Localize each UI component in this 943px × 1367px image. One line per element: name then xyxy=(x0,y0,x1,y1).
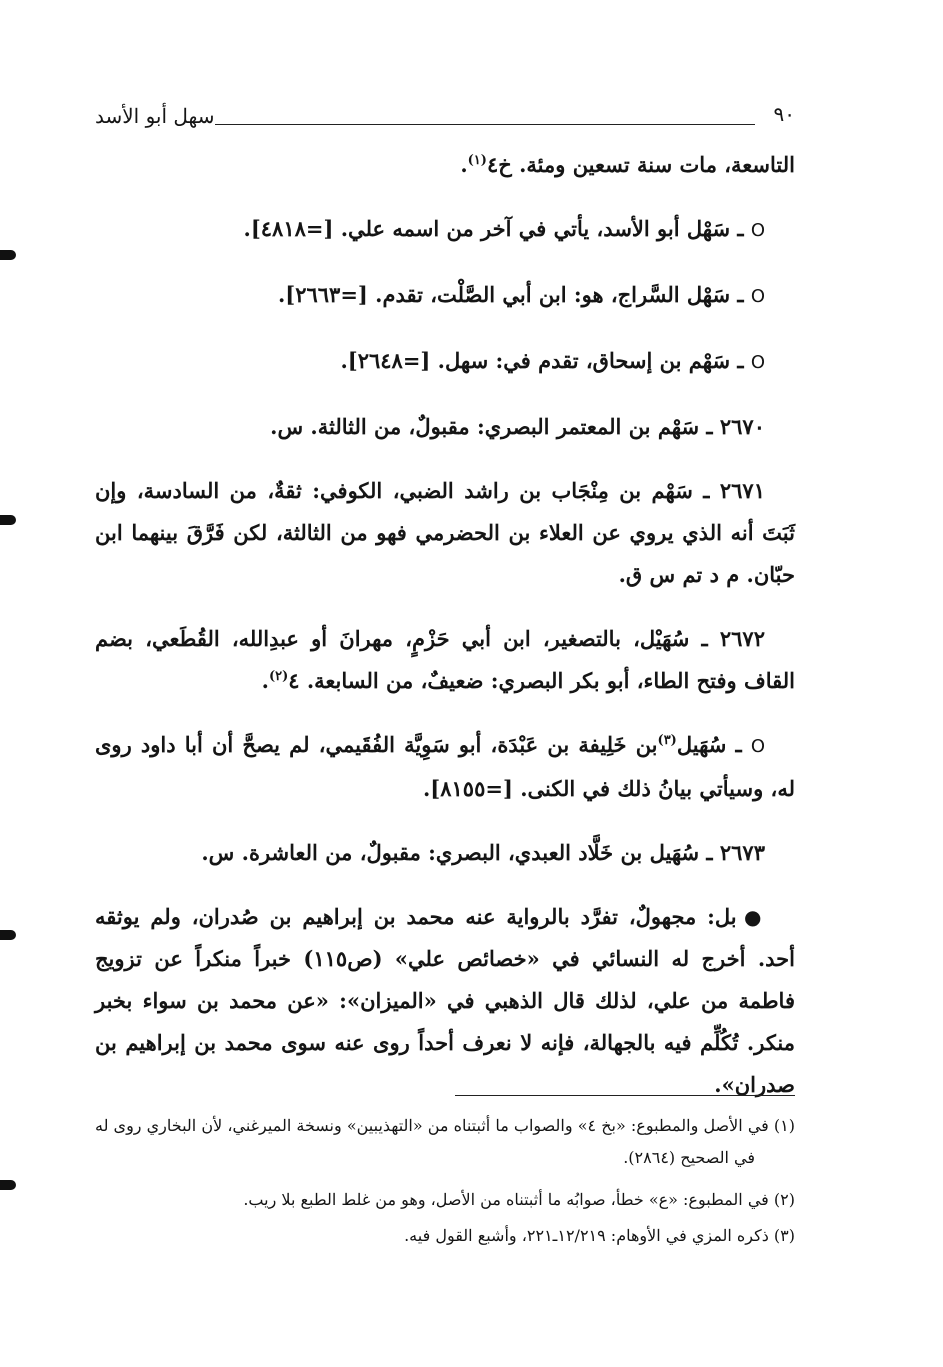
footnote-ref: (٣) xyxy=(657,733,677,748)
header-rule xyxy=(215,124,755,125)
page-number: ٩٠ xyxy=(773,102,795,126)
body-text xyxy=(95,144,795,1128)
footnote-ref: (١) xyxy=(467,153,487,168)
footnote-ref: (٢) xyxy=(268,669,289,684)
scan-edge-mark xyxy=(0,250,16,260)
header-title: سهل أبو الأسد xyxy=(95,104,215,128)
scan-edge-mark xyxy=(0,515,16,525)
footnote-3: (٣) ذكره المزي في الأوهام: ١٢/٢١٩ـ٢٢١، وأشبع القول فيه. xyxy=(404,1226,795,1245)
entry-2671: ٢٦٧١ ـ سَهْم بن مِنْجَاب بن راشد الضبي، الكوفي: ثقةٌ، من السادسة، وإن ثَبَتَ أنه الذي يروي عن العلاء بن الحضرمي فهو من الثالثة، لكن فَرَّقَ بينهما ابن حبّان. م د تم س ق. xyxy=(95,478,795,587)
circle-marker-icon: O xyxy=(750,286,765,307)
entry-cross-ref: O ـ سَهْم بن إسحاق، تقدم في: سهل. [=٢٦٤٨]. xyxy=(340,348,765,373)
entry-cross-ref: O ـ سَهْل أبو الأسد، يأتي في آخر من اسمه علي. [=٤٨١٨]. xyxy=(243,216,765,241)
footnote-2: (٢) في المطبوع: «ع» خطأ، صوابُه ما أثبتناه من الأصل، وهو من غلط الطبع بلا ريب. xyxy=(243,1190,795,1209)
footnote-1: (١) في الأصل والمطبوع: «بخ ٤» والصواب ما أثبتناه من «التهذيبين» ونسخة الميرغني، لأن البخاري روى له في الصحيح (٢٨٦٤). xyxy=(95,1116,796,1167)
running-header xyxy=(95,102,795,136)
circle-marker-icon: O xyxy=(750,220,765,241)
circle-marker-icon: O xyxy=(750,736,766,757)
scan-edge-mark xyxy=(0,1180,16,1190)
editor-note: ● بل: مجهولٌ، تفرَّد بالرواية عنه محمد بن إبراهيم بن صُدران، ولم يوثقه أحد. أخرج له النسائي في «خصائص علي» (ص١١٥) خبراً منكراً عن تزويج فاطمة من علي، لذلك قال الذهبي في «الميزان»: «عن محمد بن سواء بخبر منكر. تُكُلِّم فيه بالجهالة، فإنه لا نعرف أحداً روى عنه سوى محمد بن إبراهيم بن صدران». xyxy=(95,904,796,1097)
entry-2673: ٢٦٧٣ ـ سُهَيل بن خَلَّاد العبدي، البصري: مقبولٌ، من العاشرة. س. xyxy=(201,840,765,865)
bullet-icon: ● xyxy=(743,905,766,929)
entry-cross-ref: O ـ سَهْل السَّراج، هو: ابن أبي الصَّلْت، تقدم. [=٢٦٦٣]. xyxy=(277,282,765,307)
entry-cross-ref: O ـ سُهَيل$^{(٣)}$بن خَلِيفة بن عَبْدَة، أبو سَوِيَّة الفُقَيمي، لم يصحَّ أن أبا داود روى له، وسيأتي بيانُ ذلك في الكنى. [=٨١٥٥]. xyxy=(95,732,795,801)
footnote-rule xyxy=(455,1095,795,1096)
entry-2672: ٢٦٧٢ ـ سُهَيْل، بالتصغير، ابن أبي حَزْمٍ، مهرانَ أو عبدِالله، القُطَعي، بضم القاف وفتح الطاء، أبو بكر البصري: ضعيفٌ، من السابعة. ٤$^{(٢)}$. xyxy=(95,626,795,693)
footnotes xyxy=(95,1110,795,1262)
book-page xyxy=(95,92,795,1302)
scan-edge-mark xyxy=(0,930,16,940)
entry-2670: ٢٦٧٠ ـ سَهْم بن المعتمر البصري: مقبولٌ، من الثالثة. س. xyxy=(270,414,765,439)
continued-line: التاسعة، مات سنة تسعين ومئة. خ٤$^{(١)}$. xyxy=(460,152,795,177)
circle-marker-icon: O xyxy=(750,352,765,373)
